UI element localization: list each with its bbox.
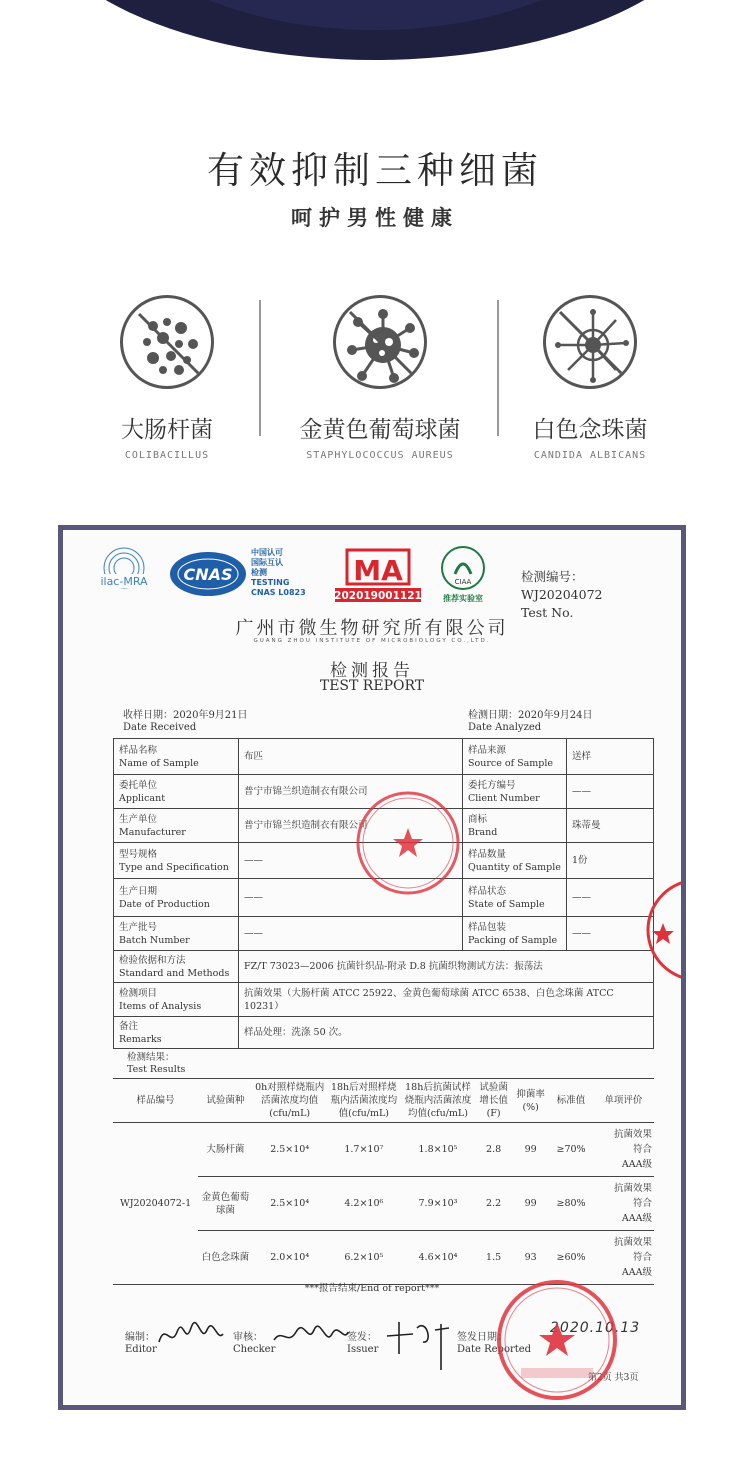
- test-results-table: [113, 1078, 654, 1285]
- table-row: 金黄色葡萄球菌 2.5×10⁴ 4.2×10⁶ 7.9×10³ 2.2 99 ≥80% 抗菌效果 符合 AAA级: [113, 1177, 654, 1231]
- candida-icon: [543, 295, 637, 389]
- sample-id: WJ20204072-1: [119, 1198, 192, 1209]
- bacteria-latin: COLIBACILLUS: [124, 450, 210, 461]
- bacteria-name: 白色念珠菌: [532, 417, 648, 443]
- client-red-stamp: [353, 788, 463, 898]
- test-report: [63, 530, 681, 1405]
- date-reported-value: 2020.10.13: [550, 1320, 641, 1336]
- ilac-mra-logo: [89, 546, 159, 596]
- end-of-report: ***报告结束/End of report***: [304, 1283, 440, 1294]
- ilac-logo-text: ilac-MRA: [100, 575, 148, 588]
- bacteria-name: 金黄色葡萄球菌: [299, 417, 461, 443]
- bacteria-latin: CANDIDA ALBICANS: [533, 450, 647, 461]
- bacteria-colibacillus: [67, 295, 267, 461]
- bacteria-staphylococcus: [280, 295, 480, 461]
- bacteria-candida: [490, 295, 690, 461]
- bacteria-latin: STAPHYLOCOCCUS AUREUS: [306, 450, 454, 461]
- colibacillus-icon: [120, 295, 214, 389]
- report-title: 检测报告: [330, 661, 414, 681]
- cma-logo: [333, 544, 423, 606]
- table-row: WJ20204072-1 大肠杆菌 2.5×10⁴ 1.7×10⁷ 1.8×10⁵ 2.8 99 ≥70% 抗菌效果 符合 AAA级: [113, 1123, 654, 1177]
- ciaa-label: 推荐实验室: [443, 594, 483, 603]
- edge-red-stamp: [643, 875, 681, 985]
- table-row: 样品名称 Name of Sample 布匹 样品来源 Source of Sample 送样: [114, 739, 654, 775]
- staphylococcus-icon: [333, 295, 427, 389]
- test-report-frame: [58, 525, 686, 1410]
- table-row: 生产批号 Batch Number —— 样品包装 Packing of Sample ——: [114, 917, 654, 951]
- hero-title: 有效抑制三种细菌: [207, 149, 543, 192]
- cma-logo-text: MA: [353, 554, 403, 587]
- logo-row: [83, 540, 663, 620]
- lab-red-stamp: [495, 1278, 619, 1402]
- company-name-en: GUANG ZHOU INSTITUTE OF MICROBIOLOGY CO.,LTD.: [253, 638, 491, 644]
- cnas-logo-text: CNAS: [183, 565, 233, 584]
- checker-signature: 审核： Checker: [233, 1332, 276, 1355]
- checker-handwritten-signature: [270, 1320, 350, 1352]
- report-number: 检测编号：WJ20204072 Test No.: [521, 569, 603, 620]
- ciaa-logo: [435, 544, 491, 604]
- garment-top-arc: [0, 0, 750, 70]
- table-row: 检验依据和方法 Standard and Methods FZ/T 73023—2006 抗菌针织品-附录 D.8 抗菌织物测试方法：振荡法: [114, 951, 654, 983]
- bacteria-name: 大肠杆菌: [121, 417, 213, 443]
- cnas-logo: [168, 550, 248, 598]
- issuer-signature: 签发： Issuer: [347, 1332, 379, 1355]
- report-dates: [123, 710, 663, 734]
- issuer-handwritten-signature: [383, 1314, 453, 1374]
- divider: [259, 300, 261, 436]
- page-number: 第2页 共3页: [588, 1373, 639, 1383]
- table-row: 检测项目 Items of Analysis 抗菌效果（大肠杆菌 ATCC 25922、金黄色葡萄球菌 ATCC 6538、白色念珠菌 ATCC 10231）: [114, 983, 654, 1017]
- table-row: 备注 Remarks 样品处理：洗涤 50 次。: [114, 1017, 654, 1049]
- results-label: 检测结果： Test Results: [127, 1052, 186, 1075]
- company-name: 广州市微生物研究所有限公司: [235, 618, 509, 639]
- editor-signature: 编制： Editor: [125, 1332, 157, 1355]
- ciaa-logo-text: CIAA: [454, 578, 472, 586]
- results-header: 样品编号 试验菌种 0h对照样烧瓶内活菌浓度均值(cfu/mL) 18h后对照样烧瓶内活菌浓度均值(cfu/mL) 18h后抗菌试样烧瓶内活菌浓度均值(cfu/mL) 试验菌增长值(F) 抑菌率(%) 标准值 单项评价: [113, 1079, 654, 1123]
- date-analyzed: 检测日期：2020年9月24日 Date Analyzed: [468, 710, 593, 733]
- table-row: 白色念珠菌 2.0×10⁴ 6.2×10⁵ 4.6×10⁴ 1.5 93 ≥60% 抗菌效果 符合 AAA级: [113, 1231, 654, 1285]
- date-reported: 签发日期： Date Reported: [457, 1332, 532, 1355]
- report-number-value: WJ20204072: [521, 587, 603, 602]
- cma-number: 202019001121: [334, 590, 422, 602]
- cnas-accreditation-text: 中国认可 国际互认 检测 TESTING CNAS L0823: [251, 548, 306, 597]
- report-title-en: TEST REPORT: [319, 678, 425, 694]
- date-received: 收样日期：2020年9月21日 Date Received: [123, 710, 248, 733]
- table-row: 生产单位 Manufacturer 普宁市锦兰织造制衣有限公司 商标 Brand 珠蒂曼: [114, 809, 654, 843]
- hero-subtitle: 呵护男性健康: [291, 206, 459, 230]
- editor-handwritten-signature: [155, 1318, 225, 1352]
- table-row: 型号规格 Type and Specification —— 样品数量 Quantity of Sample 1份: [114, 843, 654, 879]
- table-row: 委托单位 Applicant 普宁市锦兰织造制衣有限公司 委托方编号 Client Number ——: [114, 775, 654, 809]
- table-row: 生产日期 Date of Production —— 样品状态 State of Sample ——: [114, 879, 654, 917]
